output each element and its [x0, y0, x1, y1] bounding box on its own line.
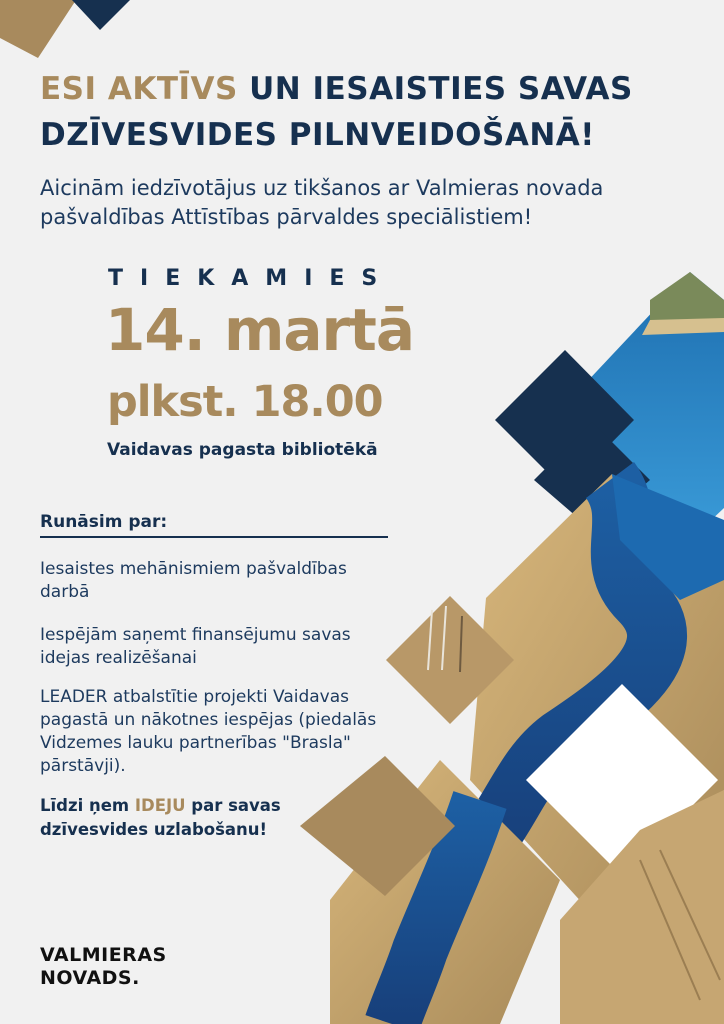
topics-heading: Runāsim par:: [40, 512, 168, 532]
topic-item: Iesaistes mehānismiem pašvaldības darbā: [40, 559, 347, 602]
cta-accent: IDEJU: [134, 796, 186, 815]
headline: [40, 66, 690, 158]
cta-end: par savas dzīvesvides uzlabošanu!: [40, 796, 281, 839]
gold-diamond: [0, 0, 76, 58]
event-date: 14. martā: [105, 296, 414, 364]
navy-diamond: [72, 0, 130, 30]
cta-start: Līdzi ņem: [40, 796, 135, 815]
logo-line-2: NOVADS.: [40, 967, 140, 989]
headline-accent: ESI AKTĪVS: [40, 71, 238, 107]
event-place: Vaidavas pagasta bibliotēkā: [107, 440, 378, 460]
top-decoration: [0, 0, 140, 70]
headline-rest: UN IESAISTIES SAVAS DZĪVESVIDES PILNVEIDOŠANĀ!: [40, 71, 633, 153]
call-to-action: [40, 794, 370, 842]
meet-label: TIEKAMIES: [108, 266, 395, 291]
event-time: plkst. 18.00: [107, 377, 383, 427]
intro-text: Aicinām iedzīvotājus uz tikšanos ar Valmieras novada pašvaldības Attīstības pārvaldes speciālistiem!: [40, 176, 604, 229]
topic-item: Iespējām saņemt finansējumu savas idejas realizēšanai: [40, 625, 351, 668]
valmieras-novads-logo: [40, 944, 167, 990]
logo-line-1: VALMIERAS: [40, 944, 167, 966]
topic-item: LEADER atbalstītie projekti Vaidavas pagastā un nākotnes iespējas (piedalās Vidzemes lauku partnerības "Brasla" pārstāvji).: [40, 687, 377, 776]
topics-underline: [40, 536, 388, 538]
